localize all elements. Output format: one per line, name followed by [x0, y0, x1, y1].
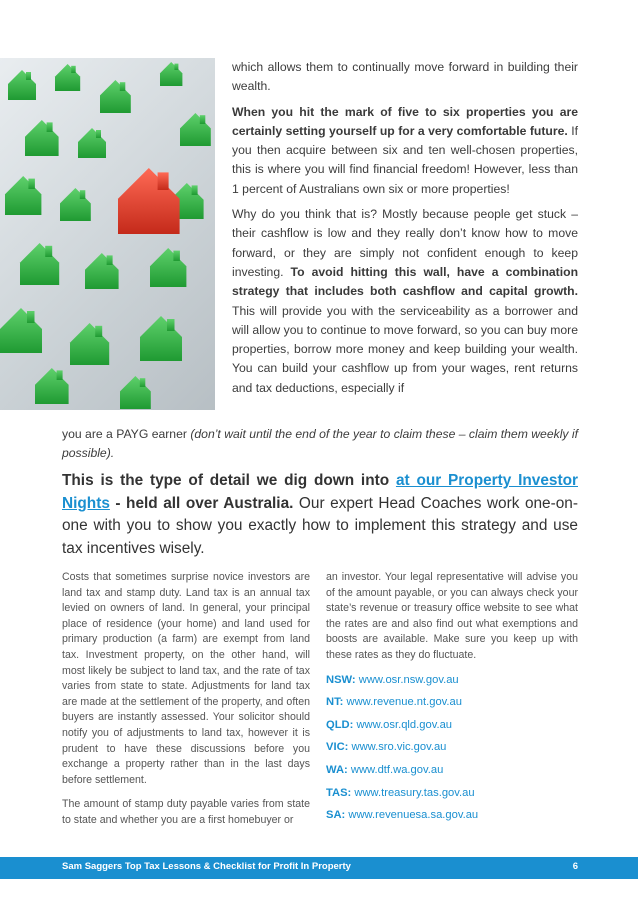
full-width-continuation	[62, 425, 578, 464]
site-nsw[interactable]	[326, 673, 578, 689]
site-url[interactable]: www.osr.qld.gov.au	[356, 718, 453, 731]
continuation-italic: (don’t wait until the end of the year to claim these – claim them weekly if possible).	[62, 427, 578, 461]
site-url[interactable]: www.treasury.tas.gov.au	[354, 786, 475, 799]
investor-paragraph: an investor. Your legal representative will advise you of the amount payable, or you can always check your state’s revenue or treasury office website to see what the rates are and also find out what exemptions and boosts are available. Make sure you keep up with these rates as they do fluctuate.	[326, 571, 578, 661]
site-url[interactable]: www.dtf.wa.gov.au	[350, 763, 444, 776]
site-wa[interactable]	[326, 763, 578, 779]
site-state: TAS:	[326, 786, 352, 799]
callout-lead: This is the type of detail we dig down into	[62, 472, 396, 489]
hero-image	[0, 58, 215, 410]
paragraph-3-rest: This will provide you with the serviceability as a borrower and will allow you to continue to move forward, so you can buy more properties, borrow more money and keep building your wealth. You can build your cashflow up from your wages, rent returns and tax deductions, especially if	[232, 303, 578, 395]
site-state: SA:	[326, 809, 346, 822]
site-sa[interactable]	[326, 808, 578, 824]
site-tas[interactable]	[326, 786, 578, 802]
paragraph-3	[232, 205, 578, 398]
callout-paragraph	[62, 470, 578, 560]
site-url[interactable]: www.sro.vic.gov.au	[351, 741, 447, 754]
land-tax-paragraph: Costs that sometimes surprise novice investors are land tax and stamp duty. Land tax is an annual tax levied on owners of land. In general, your principal place of residence (your home) and land used for primary production (a farm) are exempt from land tax. Investment property, on the other hand, will most likely be subject to land tax, and the rate of tax varies from state to state. Adjustments for land tax are made at the settlement of the property, and often buyers are instantly assessed. Your solicitor should notify you of adjustments to land tax, however it is prudent to have these discussions before you exchange a property rather than in the last days before settlement.	[62, 571, 310, 786]
paragraph-2	[232, 103, 578, 199]
continuation-text: you are a PAYG earner	[62, 427, 191, 441]
paragraph-3-bold: To avoid hitting this wall, have a combination strategy that includes both cashflow and capital growth.	[232, 264, 579, 299]
site-state: NT:	[326, 696, 344, 709]
footer-bar	[0, 857, 638, 879]
site-state: WA:	[326, 763, 348, 776]
site-url[interactable]: www.osr.nsw.gov.au	[358, 673, 459, 686]
property-investor-nights-link[interactable]: at our Property Investor Nights	[62, 472, 578, 512]
site-vic[interactable]	[326, 740, 578, 756]
paragraph-2-bold: When you hit the mark of five to six properties you are certainly setting yourself up for a very comfortable future.	[232, 104, 578, 138]
right-column-text	[232, 58, 578, 404]
callout-rest: Our expert Head Coaches work one-on-one with you to show you exactly how to implement this strategy and use tax incentives wisely.	[62, 494, 578, 557]
paragraph-1: which allows them to continually move forward in building their wealth.	[232, 60, 578, 94]
footer-title: Sam Saggers Top Tax Lessons & Checklist for Profit In Property	[62, 861, 351, 872]
left-text-column	[62, 570, 310, 838]
callout-bold: - held all over Australia.	[109, 494, 294, 512]
site-nt[interactable]	[326, 695, 578, 711]
paragraph-2-rest: If you then acquire between six and ten well-chosen properties, this is where you will find financial freedom! However, less than 1 percent of Australians own six or more properties!	[232, 123, 578, 196]
right-text-column	[326, 570, 578, 831]
site-state: QLD:	[326, 718, 354, 731]
site-state: NSW:	[326, 673, 356, 686]
site-qld[interactable]	[326, 718, 578, 734]
houses-illustration	[0, 58, 215, 410]
paragraph-3-start: Why do you think that is? Mostly because people get stuck – their cashflow is low and they really don’t know how to move forward, or they are simply not confident enough to keep investing.	[232, 207, 578, 279]
stamp-duty-paragraph: The amount of stamp duty payable varies from state to state and whether you are a first homebuyer or	[62, 798, 310, 826]
site-url[interactable]: www.revenuesa.sa.gov.au	[348, 809, 479, 822]
page-number: 6	[572, 861, 578, 872]
site-state: VIC:	[326, 741, 349, 754]
site-url[interactable]: www.revenue.nt.gov.au	[346, 696, 462, 709]
